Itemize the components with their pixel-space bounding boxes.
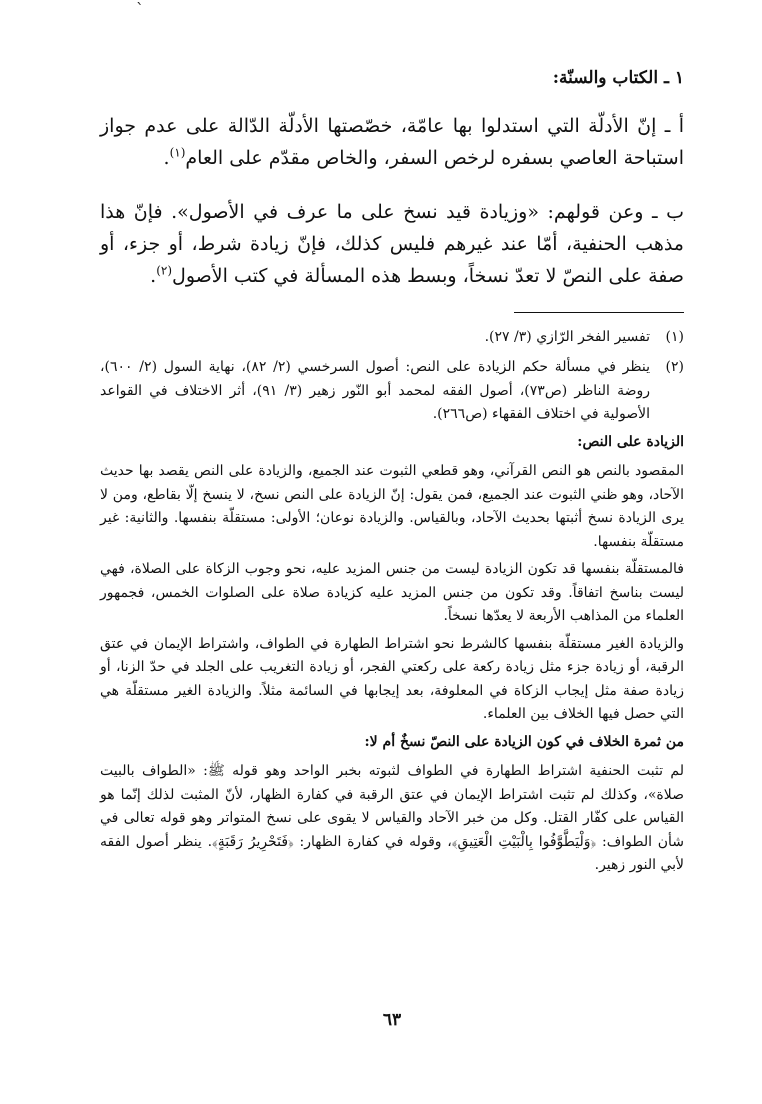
footnote-1-text: تفسير الفخر الرّازي (٣/ ٢٧). (484, 329, 650, 345)
paragraph-a-text: إنّ الأدلّة التي استدلوا بها عامّة، خصّصتها الأدلّة الدّالة على عدم جواز استباحة العاصي بسفره لرخص السفر، والخاص مقدّم على العام (100, 115, 684, 169)
footnote-paragraph-1: المقصود بالنص هو النص القرآني، وهو قطعي الثبوت عند الجميع، والزيادة على النص يقصد بها حديث الآحاد، وهو ظني الثبوت عند الجميع، فمن يقول: إنّ الزيادة على النص نسخ، لا ينسخ إلّا بقاطع، ومن لا يرى الزيادة نسخ أثبتها بحديث الآحاد، وبالقياس. والزيادة نوعان؛ الأولى: مستقلّة بنفسها. والثانية: غير مستقلّة بنفسها. (100, 463, 684, 550)
footnote-2 (100, 356, 684, 882)
footnote-separator (514, 312, 684, 313)
paragraph-b-text: وعن قولهم: «وزيادة قيد نسخ على ما عرف في الأصول». فإنّ هذا مذهب الحنفية، أمّا عند غيرهم فليس كذلك، فإنّ زيادة شرط، أو جزء، أو صفة على النصّ لا تعدّ نسخاً، وبسط هذه المسألة في كتب الأصول (100, 201, 684, 287)
paragraph-b-marker: ب ـ (652, 201, 684, 223)
paragraph-a: أ ـ إنّ الأدلّة التي استدلوا بها عامّة، خصّصتها الأدلّة الدّالة على عدم جواز استباحة العاصي بسفره لرخص السفر، والخاص مقدّم على العام$^{(١)}$. (100, 115, 685, 169)
footnote-subheading-dispute: من ثمرة الخلاف في كون الزيادة على النصّ نسخٌ أم لا: (364, 733, 684, 750)
paragraph-b: ب ـ وعن قولهم: «وزيادة قيد نسخ على ما عرف في الأصول». فإنّ هذا مذهب الحنفية، أمّا عند غيرهم فليس كذلك، فإنّ زيادة شرط، أو جزء، أو صفة على النصّ لا تعدّ نسخاً، وبسط هذه المسألة في كتب الأصول$^{(٢)}$. (100, 201, 684, 287)
page-number: ٦٣ (382, 1010, 402, 1030)
top-mark: ˋ (136, 0, 144, 19)
footnote-paragraph-4: لم تثبت الحنفية اشتراط الطهارة في الطواف لثبوته بخبر الواحد وهو قوله ﷺ: «الطواف بالبيت صلاة»، وكذلك لم تثبت اشتراط الإيمان في عتق الرقبة في كفارة الظهار، لأنّ المثبت لذلك إنّما هو القياس على كفّار القتل. وكل من خبر الآحاد والقياس لا يقوى على نسخ المتواتر وهو قوله تعالى في شأن الطواف: ﴿وَلْيَطَّوَّفُوا بِالْبَيْتِ الْعَتِيقِ﴾، وقوله في كفارة الظهار: ﴿فَتَحْرِيرُ رَقَبَةٍ﴾. ينظر أصول الفقه لأبي النور زهير. (100, 763, 684, 873)
paragraph-a-marker: أ ـ (664, 115, 685, 137)
footnote-subheading-addition: الزيادة على النص: (577, 433, 684, 450)
footnote-1 (100, 326, 684, 350)
footnote-ref-1[interactable]: (١) (169, 145, 186, 160)
section-heading: ١ ـ الكتاب والسنّة: (552, 68, 684, 88)
book-page (100, 0, 684, 1104)
footnote-ref-2[interactable]: (٢) (156, 263, 173, 278)
footnote-2-text: ينظر في مسألة حكم الزيادة على النص: أصول السرخسي (٢/ ٨٢)، نهاية السول (٢/ ٦٠٠)، روضة الناظر (ص٧٣)، أصول الفقه لمحمد أبو النّور زهير (٣/ ٩١)، أثر الاختلاف في القواعد الأصولية في اختلاف الفقهاء (ص٢٦٦). (100, 359, 651, 422)
footnote-2-number: (٢) (665, 359, 684, 375)
footnote-paragraph-2: فالمستقلّة بنفسها قد تكون الزيادة ليست من جنس المزيد عليه، نحو وجوب الزكاة على الصلاة، فهي ليست بناسخ اتفاقاً. وقد تكون من جنس المزيد عليه كزيادة صلاة على الصلوات الخمس، فجمهور العلماء من المذاهب الأربعة لا يعدّها نسخاً. (100, 561, 685, 624)
footnote-1-number: (١) (665, 329, 684, 345)
footnote-paragraph-3: والزيادة الغير مستقلّة بنفسها كالشرط نحو اشتراط الطهارة في الطواف، واشتراط الإيمان في عتق الرقبة، أو زيادة جزء مثل زيادة ركعة على ركعتي الفجر، أو زيادة التغريب على الجلد في حدّ الزنا، أو زيادة صفة مثل إيجاب الزكاة في المعلوفة، بعد إيجابها في السائمة مثلاً. والزيادة الغير مستقلّة هي التي حصل فيها الخلاف بين العلماء. (100, 635, 684, 722)
